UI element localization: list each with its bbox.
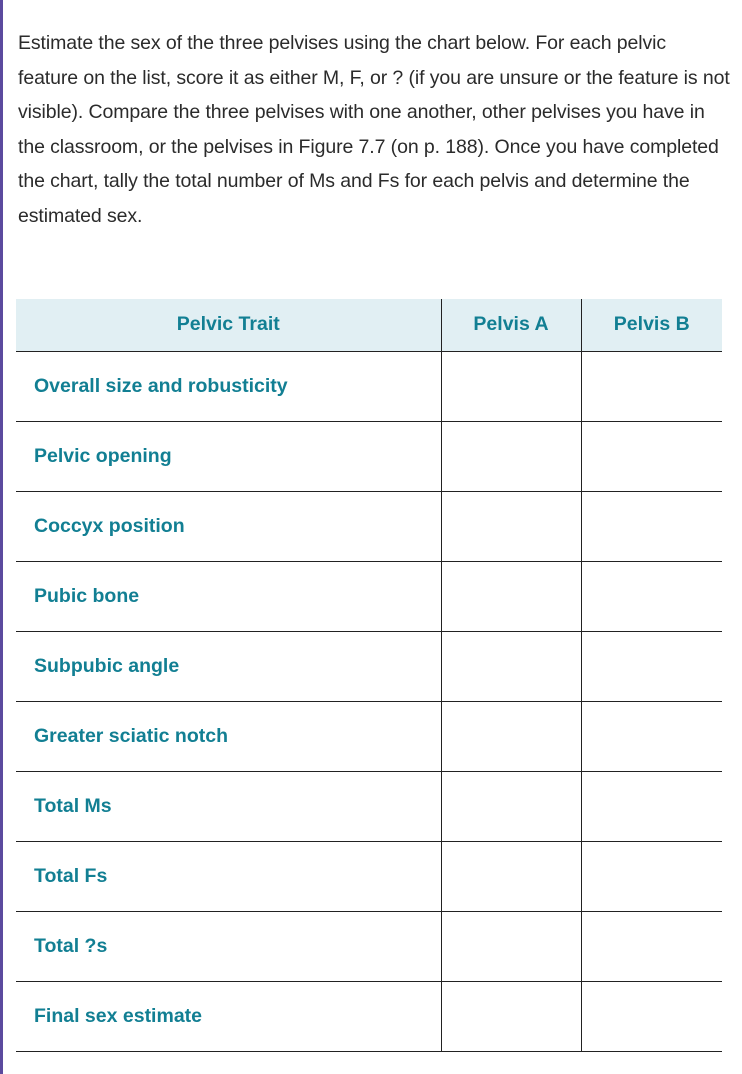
trait-label: Subpubic angle	[16, 631, 441, 701]
pelvis-a-cell[interactable]	[441, 351, 581, 421]
pelvis-b-cell[interactable]	[581, 561, 722, 631]
left-margin-rule	[0, 0, 3, 1074]
table-row	[16, 841, 722, 911]
pelvis-b-cell[interactable]	[581, 421, 722, 491]
pelvis-a-cell[interactable]	[441, 701, 581, 771]
pelvis-b-cell[interactable]	[581, 351, 722, 421]
pelvis-a-cell[interactable]	[441, 911, 581, 981]
table-row	[16, 561, 722, 631]
table-row	[16, 421, 722, 491]
trait-label: Pubic bone	[16, 561, 441, 631]
table-header-row	[16, 299, 722, 351]
pelvis-a-cell[interactable]	[441, 771, 581, 841]
header-pelvic-trait: Pelvic Trait	[16, 299, 441, 351]
table-row	[16, 631, 722, 701]
pelvis-a-cell[interactable]	[441, 981, 581, 1051]
pelvis-a-cell[interactable]	[441, 631, 581, 701]
trait-label: Total ?s	[16, 911, 441, 981]
instructions-paragraph: Estimate the sex of the three pelvises using the chart below. For each pelvic feature on the list, score it as either M, F, or ? (if you are unsure or the feature is not visible). Compare the three pelvises with one another, other pelvises you have in the classroom, or the pelvises in Figure 7.7 (on p. 188). Once you have completed the chart, tally the total number of Ms and Fs for each pelvis and determine the estimated sex.	[18, 32, 730, 227]
pelvis-a-cell[interactable]	[441, 561, 581, 631]
header-pelvis-a: Pelvis A	[441, 299, 581, 351]
table-row	[16, 911, 722, 981]
pelvis-a-cell[interactable]	[441, 421, 581, 491]
pelvis-a-cell[interactable]	[441, 491, 581, 561]
table-row	[16, 981, 722, 1051]
pelvic-trait-chart	[16, 299, 722, 1052]
trait-label: Final sex estimate	[16, 981, 441, 1051]
table-row	[16, 351, 722, 421]
pelvis-b-cell[interactable]	[581, 981, 722, 1051]
pelvis-b-cell[interactable]	[581, 771, 722, 841]
header-pelvis-b: Pelvis B	[581, 299, 722, 351]
pelvis-b-cell[interactable]	[581, 701, 722, 771]
trait-label: Pelvic opening	[16, 421, 441, 491]
pelvis-a-cell[interactable]	[441, 841, 581, 911]
pelvis-b-cell[interactable]	[581, 631, 722, 701]
table-row	[16, 491, 722, 561]
pelvis-b-cell[interactable]	[581, 491, 722, 561]
pelvis-b-cell[interactable]	[581, 911, 722, 981]
trait-label: Greater sciatic notch	[16, 701, 441, 771]
table-row	[16, 771, 722, 841]
trait-label: Overall size and robusticity	[16, 351, 441, 421]
trait-label: Total Ms	[16, 771, 441, 841]
trait-label: Coccyx position	[16, 491, 441, 561]
trait-label: Total Fs	[16, 841, 441, 911]
table-row	[16, 701, 722, 771]
pelvis-b-cell[interactable]	[581, 841, 722, 911]
